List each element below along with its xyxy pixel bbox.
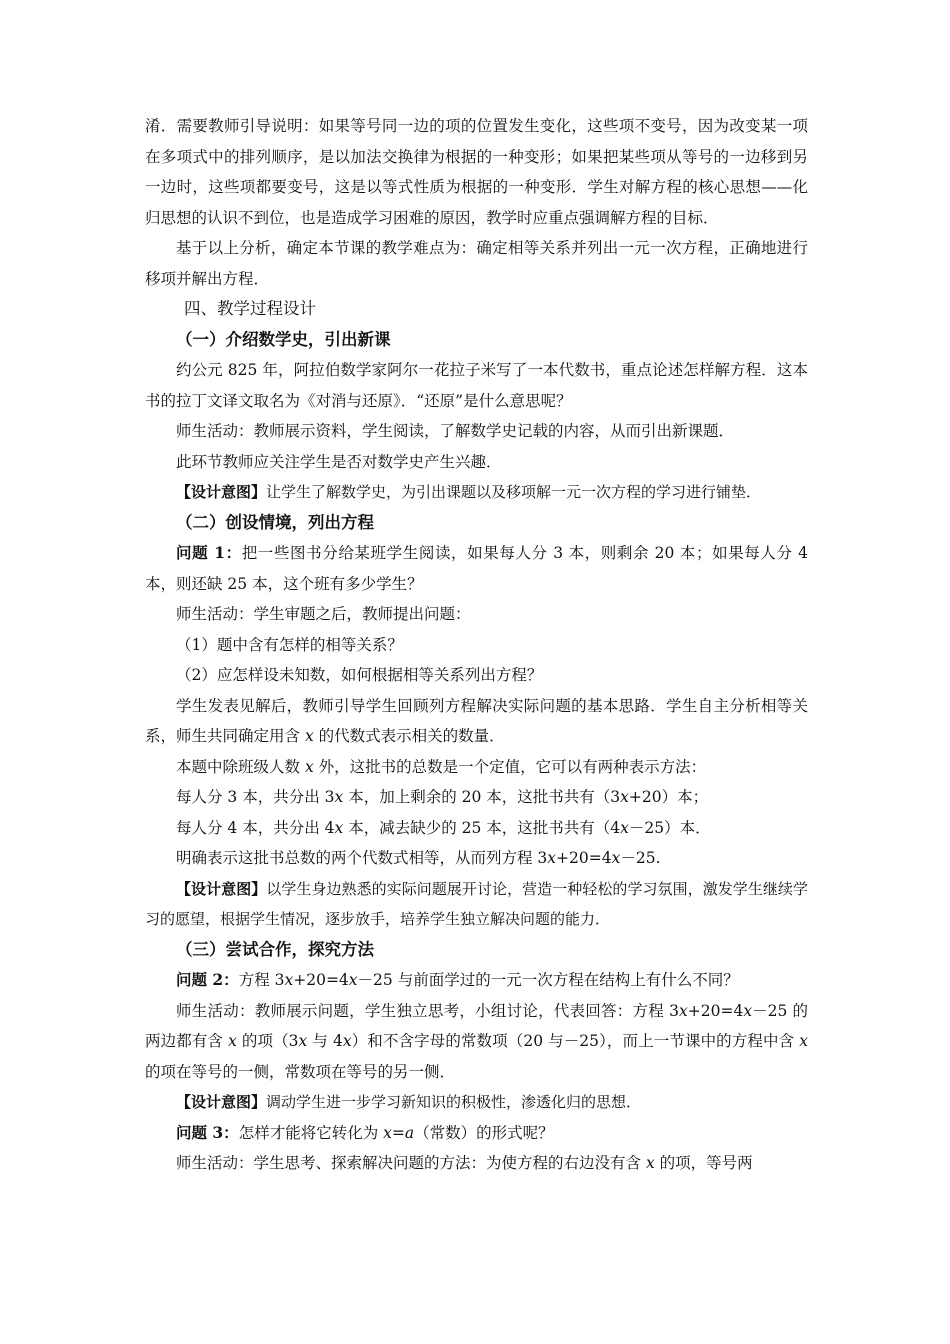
text-run: 与 4 <box>307 1032 343 1050</box>
variable-x: x <box>228 1032 237 1050</box>
question-text: 把一些图书分给某班学生阅读，如果每人分 3 本，则剩余 20 本；如果每人分 4 本，则还缺 25 本，这个班有多少学生？ <box>145 544 808 593</box>
design-intent-tag: 【设计意图】 <box>176 1093 267 1111</box>
design-intent-text: 以学生身边熟悉的实际问题展开讨论，营造一种轻松的学习氛围，激发学生继续学习的愿望，根据学生情况，逐步放手，培养学生独立解决问题的能力． <box>145 879 808 928</box>
paragraph-method-2 <box>145 813 808 844</box>
paragraph-activity-3 <box>145 996 808 1088</box>
paragraph-activity-2: 师生活动：学生审题之后，教师提出问题： <box>176 605 471 623</box>
variable-x: x <box>342 1032 352 1050</box>
question-label: 问题 1： <box>176 543 242 562</box>
paragraph-method-1 <box>145 782 808 813</box>
variable-x: x <box>645 1154 655 1172</box>
design-intent-tag: 【设计意图】 <box>176 879 267 898</box>
subsection-heading-1: （一）介绍数学史，引出新课 <box>176 329 391 349</box>
sub-question-1: （1）题中含有怎样的相等关系？ <box>176 635 403 654</box>
document-body <box>145 111 808 1179</box>
text-run: 本，加上剩余的 20 本，这批书共有（3 <box>343 788 621 806</box>
text-run: +20=4 <box>293 971 349 989</box>
text-run: －25 与前面学过的一元一次方程在结构上有什么不同？ <box>357 971 739 989</box>
paragraph-analysis <box>145 752 808 783</box>
variable-x: x <box>348 971 358 989</box>
text-run: 的项在等号的一侧，常数项在等号的另一侧． <box>145 1062 456 1081</box>
variable-x: x <box>679 1001 688 1020</box>
text-run: = <box>391 1123 405 1142</box>
text-run: 外，这批书的总数是一个定值，它可以有两种表示方法： <box>313 757 707 776</box>
paragraph-history: 约公元 825 年，阿拉伯数学家阿尔一花拉子米写了一本代数书，重点论述怎样解方程．这本书的拉丁文译文取名为《对消与还原》．“还原”是什么意思呢？ <box>145 361 808 410</box>
design-intent-3 <box>145 1087 808 1118</box>
text-run: －25 的两边都有含 <box>145 1001 809 1050</box>
subsection-heading-3: （三）尝试合作，探究方法 <box>176 939 374 959</box>
variable-a: a <box>404 1123 415 1142</box>
text-run: 师生活动：学生思考、探索解决问题的方法：为使方程的右边没有含 <box>176 1154 646 1172</box>
text-run: +20）本； <box>628 788 709 806</box>
design-intent-tag: 【设计意图】 <box>176 483 267 501</box>
paragraph-activity-4 <box>145 1148 808 1179</box>
variable-x: x <box>743 1001 753 1020</box>
variable-x: x <box>304 757 314 776</box>
subsection-heading-2: （二）创设情境，列出方程 <box>176 512 374 532</box>
question-2 <box>145 965 808 996</box>
text-run: 的项（3 <box>236 1032 299 1050</box>
section-heading-teaching-process: 四、教学过程设计 <box>184 299 316 318</box>
paragraph-equation <box>145 843 808 874</box>
design-intent-2 <box>145 874 808 935</box>
variable-x: x <box>334 818 344 837</box>
variable-x: x <box>547 849 557 867</box>
question-3 <box>145 1118 808 1149</box>
text-run: （常数）的形式呢？ <box>414 1123 554 1142</box>
text-run: －25. <box>620 849 661 867</box>
text-run: －25）本． <box>628 818 711 837</box>
variable-x: x <box>304 727 314 745</box>
text-run: +20=4 <box>687 1001 744 1020</box>
text-run: 方程 3 <box>238 971 285 989</box>
text-run: ）和不含字母的常数项（20 与－25），而上一节课中的方程中含 <box>351 1032 800 1050</box>
variable-x: x <box>620 818 629 837</box>
text-run: 的代数式表示相关的数量． <box>313 727 505 745</box>
design-intent-text: 让学生了解数学史，为引出课题以及移项解一元一次方程的学习进行铺垫． <box>266 483 762 501</box>
variable-x: x <box>620 788 629 806</box>
text-run: 明确表示这批书总数的两个代数式相等，从而列方程 3 <box>176 849 548 867</box>
text-run: 本题中除班级人数 <box>176 757 305 776</box>
variable-x: x <box>383 1123 392 1142</box>
text-run: 怎样才能将它转化为 <box>238 1123 384 1142</box>
variable-x: x <box>799 1032 808 1050</box>
text-run: 师生活动：教师展示问题，学生独立思考，小组讨论，代表回答：方程 3 <box>176 1001 680 1020</box>
text-run: +20=4 <box>556 849 612 867</box>
sub-question-2: （2）应怎样设未知数，如何根据相等关系列出方程？ <box>176 666 543 684</box>
paragraph-difficulty: 基于以上分析，确定本节课的教学难点为：确定相等关系并列出一元一次方程，正确地进行移项并解出方程． <box>145 239 808 288</box>
text-run: 每人分 3 本，共分出 3 <box>176 788 335 806</box>
question-label: 问题 2： <box>176 970 239 989</box>
text-run: 的项，等号两 <box>654 1154 753 1172</box>
variable-x: x <box>611 849 621 867</box>
text-run: 学生发表见解后，教师引导学生回顾列方程解决实际问题的基本思路．学生自主分析相等关系，师生共同确定用含 <box>145 696 808 745</box>
paragraph-discussion <box>145 691 808 752</box>
paragraph-continuation: 淆．需要教师引导说明：如果等号同一边的项的位置发生变化，这些项不变号，因为改变某一项在多项式中的排列顺序，是以加法交换律为根据的一种变形；如果把某些项从等号的一边移到另一边时，这些项都要变号，这是以等式性质为根据的一种变形．学生对解方程的核心思想——化归思想的认识不到位，也是造成学习困难的原因，教学时应重点强调解方程的目标． <box>145 117 808 227</box>
text-run: 本，减去缺少的 25 本，这批书共有（4 <box>343 818 621 837</box>
design-intent-text: 调动学生进一步学习新知识的积极性，渗透化归的思想． <box>266 1093 642 1111</box>
question-label: 问题 3： <box>176 1122 239 1142</box>
variable-x: x <box>284 971 294 989</box>
design-intent-1 <box>145 477 808 508</box>
paragraph-note-1: 此环节教师应关注学生是否对数学史产生兴趣． <box>176 452 502 471</box>
text-run: 每人分 4 本，共分出 4 <box>176 818 335 837</box>
paragraph-activity-1: 师生活动：教师展示资料，学生阅读，了解数学史记载的内容，从而引出新课题． <box>176 422 735 440</box>
variable-x: x <box>298 1032 308 1050</box>
variable-x: x <box>334 788 344 806</box>
question-1 <box>145 538 808 599</box>
